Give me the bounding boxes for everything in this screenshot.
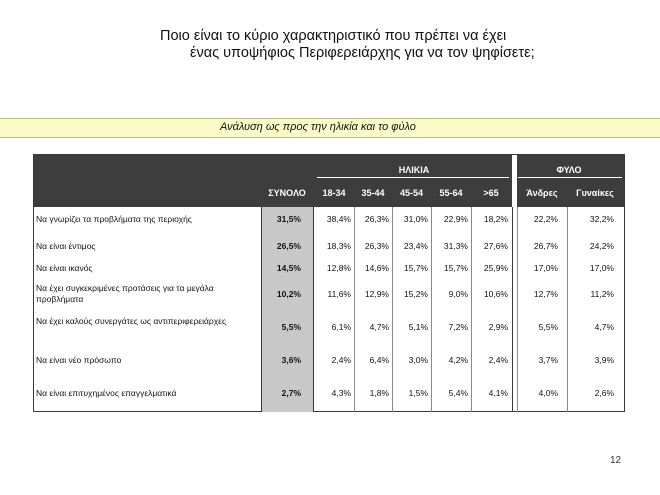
age-value: 1,5% — [408, 388, 428, 398]
page-number: 12 — [610, 455, 622, 466]
table-row — [34, 282, 624, 308]
page-title — [160, 28, 535, 62]
divider-sex-left-2 — [517, 207, 518, 412]
sex-value: 24,2% — [589, 241, 614, 251]
table-row — [34, 240, 624, 254]
header-age-group: ΗΛΙΚΙΑ — [398, 165, 430, 175]
age-value: 18,3% — [326, 241, 351, 251]
sex-value: 22,2% — [533, 214, 558, 224]
title-line-2: ένας υποψήφιος Περιφερειάρχης για να τον ψηφίσετε; — [190, 45, 535, 61]
age-value: 4,1% — [488, 388, 508, 398]
header-sex-col: Άνδρες — [526, 188, 558, 198]
header-total: ΣΥΝΟΛΟ — [268, 188, 306, 198]
age-value: 2,4% — [488, 355, 508, 365]
age-value: 23,4% — [403, 241, 428, 251]
row-label: Να είναι έντιμος — [36, 241, 96, 251]
age-value: 31,0% — [403, 214, 428, 224]
total-value: 14,5% — [276, 263, 301, 273]
divider-total-left — [261, 207, 262, 412]
age-value: 4,3% — [331, 388, 351, 398]
age-value: 2,9% — [488, 322, 508, 332]
header-age-col: 55-64 — [439, 188, 463, 198]
sex-value: 26,7% — [533, 241, 558, 251]
age-value: 27,6% — [483, 241, 508, 251]
age-value: 25,9% — [483, 263, 508, 273]
total-value: 5,5% — [281, 322, 301, 332]
divider-age-4 — [471, 207, 472, 412]
subtitle-band — [0, 118, 660, 138]
age-value: 2,4% — [331, 355, 351, 365]
sex-value: 4,0% — [538, 388, 558, 398]
row-label: Να είναι ικανός — [36, 263, 93, 273]
row-label: Να είναι επιτυχημένος επαγγελματικά — [36, 388, 177, 398]
age-value: 3,0% — [408, 355, 428, 365]
total-column-shade — [261, 207, 313, 412]
age-value: 26,3% — [364, 214, 389, 224]
age-value: 10,6% — [483, 289, 508, 299]
total-value: 10,2% — [276, 289, 301, 299]
row-label: Να είναι νέο πρόσωπο — [36, 355, 122, 365]
sex-value: 3,9% — [594, 355, 614, 365]
row-label: Να γνωρίζει τα προβλήματα της περιοχής — [36, 214, 192, 224]
sex-value: 11,2% — [590, 289, 614, 299]
age-value: 7,2% — [448, 322, 468, 332]
title-line-1: Ποιο είναι το κύριο χαρακτηριστικό που πρέπει να έχει — [160, 28, 507, 44]
age-value: 14,6% — [364, 263, 389, 273]
header-sex-underline — [518, 177, 622, 178]
row-label: Να έχει καλούς συνεργάτες ως αντιπεριφερειάρχες — [36, 316, 227, 326]
table-header — [34, 155, 624, 207]
header-age-underline — [317, 177, 509, 178]
divider-age-1 — [354, 207, 355, 412]
age-value: 1,8% — [369, 388, 389, 398]
age-value: 6,1% — [331, 322, 351, 332]
total-value: 2,7% — [281, 388, 301, 398]
age-value: 6,4% — [369, 355, 389, 365]
total-value: 26,5% — [276, 241, 301, 251]
header-age-col: 18-34 — [322, 188, 346, 198]
age-value: 15,7% — [403, 263, 428, 273]
age-value: 38,4% — [326, 214, 351, 224]
divider-age-2 — [392, 207, 393, 412]
sex-value: 5,5% — [538, 322, 558, 332]
divider-total-right — [313, 207, 314, 412]
age-value: 12,8% — [326, 263, 351, 273]
age-value: 15,7% — [443, 263, 468, 273]
age-value: 22,9% — [443, 214, 468, 224]
header-age-col: 45-54 — [399, 188, 424, 198]
sex-value: 32,2% — [589, 214, 614, 224]
total-value: 3,6% — [281, 355, 301, 365]
age-value: 26,3% — [364, 241, 389, 251]
divider-sex-left — [512, 207, 513, 412]
sex-value: 4,7% — [594, 322, 614, 332]
table-row — [34, 213, 624, 227]
table-row — [34, 387, 624, 401]
header-separator — [512, 155, 517, 207]
sex-value: 17,0% — [533, 263, 558, 273]
header-sex-group: ΦΥΛΟ — [556, 165, 582, 175]
age-value: 5,4% — [448, 388, 468, 398]
table-row — [34, 354, 624, 368]
total-value: 31,5% — [276, 214, 301, 224]
table-row — [34, 315, 624, 341]
sex-value: 17,0% — [589, 263, 614, 273]
age-value: 12,9% — [364, 289, 389, 299]
divider-age-3 — [431, 207, 432, 412]
age-value: 9,0% — [448, 289, 468, 299]
header-sex-col: Γυναίκες — [576, 188, 614, 198]
age-value: 5,1% — [408, 322, 428, 332]
age-value: 4,7% — [369, 322, 389, 332]
age-value: 11,6% — [327, 289, 351, 299]
sex-value: 2,6% — [594, 388, 614, 398]
row-label: Να έχει συγκεκριμένες προτάσεις για τα μεγάλα προβλήματα — [36, 283, 214, 304]
age-value: 15,2% — [403, 289, 428, 299]
table-row — [34, 262, 624, 276]
sex-value: 3,7% — [538, 355, 558, 365]
divider-sex-mid — [567, 207, 568, 412]
header-age-col: 35-44 — [361, 188, 385, 198]
header-age-col: >65 — [483, 188, 499, 198]
age-value: 4,2% — [448, 355, 468, 365]
age-value: 31,3% — [443, 241, 468, 251]
subtitle: Ανάλυση ως προς την ηλικία και το φύλο — [220, 121, 416, 133]
age-value: 18,2% — [483, 214, 508, 224]
results-table — [33, 154, 625, 412]
sex-value: 12,7% — [533, 289, 558, 299]
